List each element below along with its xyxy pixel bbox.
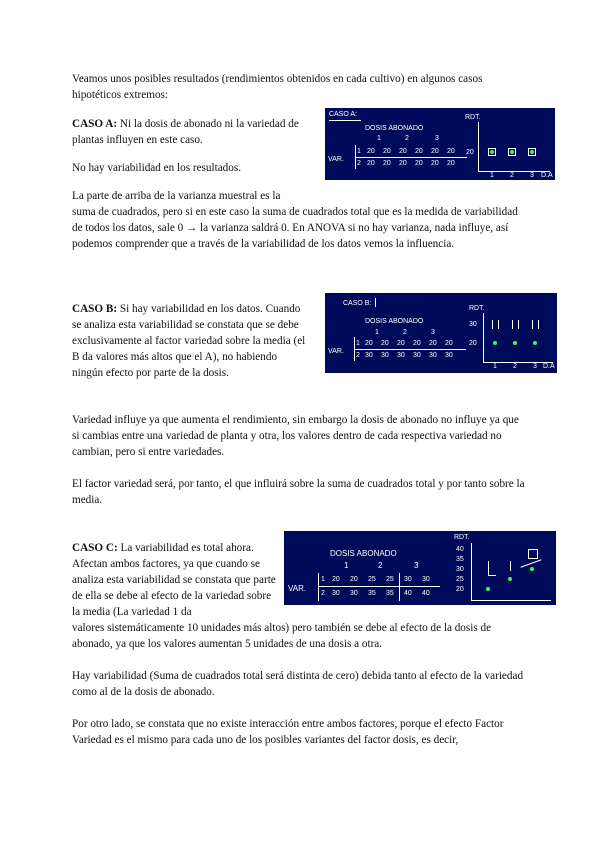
fig-b-cell: 20 (365, 340, 373, 347)
caso-a-text: Ni la dosis de abonado ni la variedad de plantas influyen en este caso. (72, 118, 299, 146)
fig-b-cell: 30 (413, 352, 421, 359)
fig-c-var-label: VAR. (288, 584, 307, 593)
fig-c-point (486, 587, 490, 591)
fig-c-mark (528, 549, 538, 559)
caso-a-para1: La parte de arriba de la varianza muestral es la (72, 190, 281, 202)
fig-b-point (513, 341, 517, 345)
fig-b-row1-var: 1 (356, 340, 360, 347)
fig-b-cell: 20 (429, 340, 437, 347)
caso-b-para2: El factor variedad será, por tanto, el que influirá sobre la suma de cuadrados total y por tanto sobre la media. (72, 478, 525, 506)
fig-c-cell: 40 (404, 590, 412, 597)
fig-a-row1-var: 1 (357, 148, 361, 155)
fig-a-cell: 20 (399, 160, 407, 167)
fig-b-cell: 30 (381, 352, 389, 359)
fig-b-y-axis (483, 313, 484, 363)
caso-a-para2: suma de cuadrados, pero si en este caso la suma de cuadrados total que es la medida de variabilidad de todos los datos, sale 0 → la varianza saldrá 0. En ANOVA si no hay varianza, nada influye, así podemos comprender que a través de la variabilidad de los datos vemos la influencia. (72, 206, 518, 250)
fig-c-dosis-1: 1 (344, 561, 349, 570)
caso-a-label: CASO A: (72, 118, 118, 130)
fig-a-var-label: VAR. (328, 156, 344, 163)
fig-b-cell: 30 (445, 352, 453, 359)
caso-c-continuation: valores sistemáticamente 10 unidades más altos) pero también se debe al efecto de la dosis de abonado, ya que los valores aumentan 5 unidades de una dosis a otra. (72, 622, 492, 650)
caso-b-label: CASO B: (72, 303, 118, 315)
fig-a-cell: 20 (447, 148, 455, 155)
figure-caso-c (284, 531, 556, 605)
fig-a-cell: 20 (383, 160, 391, 167)
caso-c-para1: Hay variabilidad (Suma de cuadrados total será distinta de cero) debida tanto al efecto de la variedad como al de la dosis de abonado. (72, 670, 524, 698)
caso-c-para2: Por otro lado, se constata que no existe interacción entre ambos factores, porque el efecto Factor Variedad es el mismo para cada uno de los posibles variantes del factor dosis, es decir, (72, 718, 504, 746)
fig-a-cell: 20 (415, 160, 423, 167)
caso-a-no-variability: No hay variabilidad en los resultados. (72, 162, 242, 174)
fig-b-mark (512, 320, 513, 329)
intro-paragraph: Veamos unos posibles resultados (rendimientos obtenidos en cada cultivo) en algunos casos hipotéticos extremos: (72, 73, 483, 101)
fig-a-header: DOSIS ABONADO (365, 125, 424, 132)
fig-b-mark (532, 320, 533, 329)
fig-c-dosis-2: 2 (378, 561, 383, 570)
fig-a-dosis-3: 3 (435, 135, 439, 142)
fig-c-y-axis (471, 543, 472, 601)
fig-b-mark (498, 320, 499, 329)
fig-a-rdt: RDT. (465, 114, 481, 121)
fig-b-point (493, 341, 497, 345)
fig-c-x-axis (471, 600, 551, 601)
fig-a-x-tick-2: 2 (510, 172, 514, 179)
fig-c-cell: 25 (368, 576, 376, 583)
fig-b-cell: 20 (445, 340, 453, 347)
fig-c-cell: 20 (350, 576, 358, 583)
fig-a-x-end: D.A (541, 172, 553, 179)
fig-b-cell: 30 (365, 352, 373, 359)
caso-b-text: Si hay variabilidad en los datos. Cuando se analiza esta variabilidad se constata que se debe exclusivamente al factor variedad sobre la media (el B da valores más altos que el A), no habiendo ningún efecto por parte de la dosis. (72, 303, 306, 379)
caso-c-label: CASO C: (72, 542, 118, 554)
fig-c-cell: 30 (350, 590, 358, 597)
fig-a-dosis-1: 1 (377, 135, 381, 142)
fig-c-point (530, 567, 534, 571)
fig-a-row2-var: 2 (357, 160, 361, 167)
fig-b-dosis-3: 3 (431, 329, 435, 336)
fig-c-cell: 30 (422, 576, 430, 583)
fig-a-title-underline (329, 120, 361, 121)
fig-b-row2-var: 2 (356, 352, 360, 359)
fig-b-cell: 20 (413, 340, 421, 347)
fig-c-table-divider (318, 573, 319, 601)
fig-b-y-tick-20: 20 (469, 340, 477, 347)
figure-caso-b (325, 293, 557, 373)
fig-a-cell: 20 (383, 148, 391, 155)
caso-b-paragraph (72, 301, 308, 381)
fig-b-mark (492, 320, 493, 329)
fig-c-cell: 40 (422, 590, 430, 597)
fig-b-y-tick-30: 30 (469, 321, 477, 328)
caso-c-paragraph (72, 540, 278, 620)
fig-c-mark (510, 561, 511, 571)
caso-b-para1: Variedad influye ya que aumenta el rendimiento, sin embargo la dosis de abonado no influye ya que si cambias entre una variedad de planta y otra, los valores dentro de cada respectiva variedad no cambian, pero si entre variedades. (72, 414, 519, 458)
fig-b-dosis-1: 1 (375, 329, 379, 336)
fig-a-y-axis (478, 122, 479, 172)
fig-a-title: CASO A: (329, 111, 358, 118)
fig-b-cell: 20 (397, 340, 405, 347)
fig-a-point (488, 148, 496, 156)
fig-a-x-tick-3: 3 (530, 172, 534, 179)
fig-b-point (533, 341, 537, 345)
fig-c-cell: 35 (368, 590, 376, 597)
fig-c-cell: 30 (332, 590, 340, 597)
fig-b-x-tick-2: 2 (513, 363, 517, 370)
fig-c-mark (488, 561, 489, 575)
fig-c-y-tick-35: 35 (456, 556, 464, 563)
fig-b-x-tick-1: 1 (493, 363, 497, 370)
fig-a-cell: 20 (399, 148, 407, 155)
fig-b-x-tick-3: 3 (533, 363, 537, 370)
figure-caso-a (325, 108, 555, 180)
fig-c-dosis-3: 3 (414, 561, 419, 570)
fig-a-row-divider (355, 157, 467, 158)
fig-c-y-tick-20: 20 (456, 586, 464, 593)
fig-a-dosis-2: 2 (405, 135, 409, 142)
fig-c-row-divider (318, 586, 440, 587)
fig-b-title-mark (375, 298, 376, 307)
fig-b-cell: 20 (381, 340, 389, 347)
fig-c-y-tick-25: 25 (456, 576, 464, 583)
fig-c-header: DOSIS ABONADO (330, 549, 397, 558)
fig-b-x-end: D.A (543, 363, 555, 370)
fig-a-cell: 20 (367, 160, 375, 167)
fig-b-mark (518, 320, 519, 329)
fig-c-y-tick-30: 30 (456, 566, 464, 573)
fig-b-dosis-2: 2 (403, 329, 407, 336)
fig-b-cell: 30 (429, 352, 437, 359)
fig-a-cell: 20 (415, 148, 423, 155)
fig-c-col-divider (399, 573, 400, 601)
fig-a-point (528, 148, 536, 156)
fig-c-point (508, 577, 512, 581)
fig-a-cell: 20 (367, 148, 375, 155)
fig-c-mark (488, 575, 496, 576)
fig-c-y-tick-40: 40 (456, 546, 464, 553)
fig-b-rdt: RDT. (469, 305, 485, 312)
fig-b-cell: 30 (397, 352, 405, 359)
fig-c-row1-var: 1 (321, 576, 325, 583)
fig-b-header: DOSIS ABONADO (365, 318, 424, 325)
fig-c-row2-var: 2 (321, 590, 325, 597)
fig-a-point (508, 148, 516, 156)
fig-a-y-tick: 20 (466, 149, 474, 156)
fig-b-var-label: VAR. (328, 348, 344, 355)
fig-c-rdt: RDT. (454, 534, 470, 541)
fig-c-cell: 35 (386, 590, 394, 597)
fig-a-x-tick-1: 1 (490, 172, 494, 179)
fig-b-mark (538, 320, 539, 329)
fig-a-x-axis (478, 171, 550, 172)
fig-b-row-divider (354, 349, 466, 350)
fig-a-cell: 20 (447, 160, 455, 167)
caso-a-paragraph (72, 116, 308, 148)
fig-c-cell: 25 (386, 576, 394, 583)
fig-c-cell: 30 (404, 576, 412, 583)
fig-c-cell: 20 (332, 576, 340, 583)
fig-a-cell: 20 (431, 148, 439, 155)
fig-b-title: CASO B: (343, 300, 372, 307)
fig-a-cell: 20 (431, 160, 439, 167)
caso-c-text: La variabilidad es total ahora. Afectan ambos factores, ya que cuando se analiza esta variabilidad se constata que parte de ella se debe al efecto de la variedad sobre la media (La variedad 1 da (72, 542, 276, 618)
